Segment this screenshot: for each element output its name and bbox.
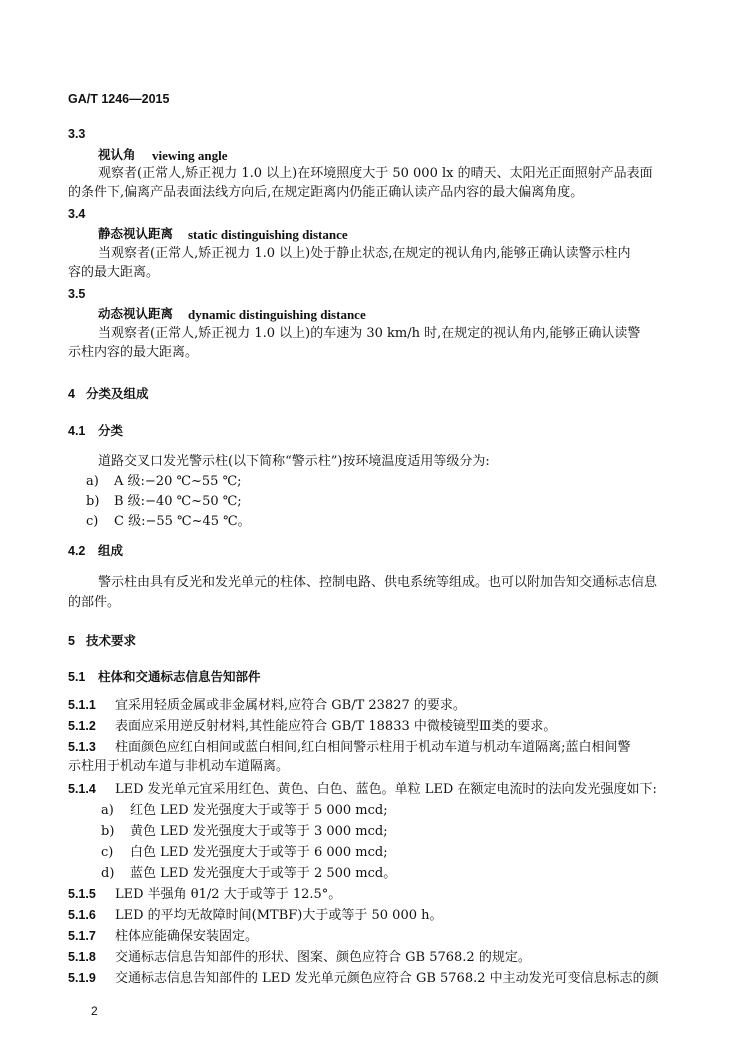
clause-text-5-1-5: LED 半强角 θ1/2 大于或等于 12.5°。 (115, 887, 342, 902)
clause-number-5-1-8: 5.1.8 (68, 950, 96, 964)
definition-3-3-line-2: 的条件下,偏离产品表面法线方向后,在规定距离内仍能正确认读产品内容的最大偏离角度。 (68, 185, 584, 200)
clause-title-4-1: 分类 (98, 423, 124, 438)
list-item: 蓝色 LED 发光强度大于或等于 2 500 mcd。 (130, 866, 397, 881)
clause-text-5-1-3-line-2: 示柱用于机动车道与非机动车道隔离。 (68, 759, 290, 774)
clause-text-5-1-9: 交通标志信息告知部件的 LED 发光单元颜色应符合 GB 5768.2 中主动发光可变信息标志的颜 (115, 971, 659, 986)
composition-line-1: 警示柱由具有反光和发光单元的柱体、控制电路、供电系统等组成。也可以附加告知交通标志信息 (98, 575, 658, 590)
clause-number-5-1-3: 5.1.3 (68, 740, 96, 754)
section-title-4: 分类及组成 (86, 386, 149, 401)
list-label: d) (101, 866, 115, 881)
clause-text-5-1-3-line-1: 柱面颜色应红白相间或蓝白相间,红白相间警示柱用于机动车道与机动车道隔离;蓝白相间警 (115, 740, 631, 755)
list-item: A 级:−20 ℃~55 ℃; (114, 474, 242, 489)
clause-number-5-1-5: 5.1.5 (68, 887, 96, 901)
clause-text-5-1-7: 柱体应能确保安装固定。 (115, 929, 259, 944)
list-label: c) (101, 845, 114, 860)
composition-line-2: 的部件。 (68, 595, 121, 610)
term-en-3-4: static distinguishing distance (188, 227, 348, 242)
term-cn-3-3: 视认角 (98, 147, 136, 162)
clause-number-5-1-1: 5.1.1 (68, 698, 96, 712)
classification-intro: 道路交叉口发光警示柱(以下简称“警示柱”)按环境温度适用等级分为: (98, 454, 490, 469)
term-cn-3-4: 静态视认距离 (98, 226, 174, 241)
clause-text-5-1-8: 交通标志信息告知部件的形状、图案、颜色应符合 GB 5768.2 的规定。 (115, 950, 531, 965)
clause-number-5-1-9: 5.1.9 (68, 971, 96, 985)
clause-text-5-1-1: 宜采用轻质金属或非金属材料,应符合 GB/T 23827 的要求。 (115, 698, 466, 713)
clause-number-4-2: 4.2 (68, 544, 86, 558)
clause-title-5-1: 柱体和交通标志信息告知部件 (98, 669, 261, 684)
clause-number-5-1-4: 5.1.4 (68, 782, 96, 796)
list-item: B 级:−40 ℃~50 ℃; (114, 494, 242, 509)
definition-3-4-line-1: 当观察者(正常人,矫正视力 1.0 以上)处于静止状态,在规定的视认角内,能够正确认读警示柱内 (98, 246, 631, 261)
term-cn-3-5: 动态视认距离 (98, 306, 174, 321)
definition-3-5-line-2: 示柱内容的最大距离。 (68, 345, 199, 360)
clause-number-5-1-2: 5.1.2 (68, 719, 96, 733)
section-number-4: 4 (68, 387, 75, 401)
standard-number: GA/T 1246—2015 (68, 92, 170, 106)
list-item: 红色 LED 发光强度大于或等于 5 000 mcd; (130, 803, 388, 818)
section-title-5: 技术要求 (86, 633, 137, 648)
clause-number-4-1: 4.1 (68, 424, 86, 438)
clause-title-4-2: 组成 (98, 543, 124, 558)
list-item: C 级:−55 ℃~45 ℃。 (114, 514, 251, 529)
definition-3-5-line-1: 当观察者(正常人,矫正视力 1.0 以上)的车速为 30 km/h 时,在规定的视认角内,能够正确认读警 (98, 326, 641, 341)
clause-text-5-1-2: 表面应采用逆反射材料,其性能应符合 GB/T 18833 中微棱镜型Ⅲ类的要求。 (115, 719, 557, 734)
clause-number-5-1: 5.1 (68, 670, 86, 684)
clause-number-3-5: 3.5 (68, 287, 86, 301)
list-label: c) (86, 514, 99, 529)
clause-text-5-1-6: LED 的平均无故障时间(MTBF)大于或等于 50 000 h。 (115, 908, 443, 923)
list-label: b) (101, 824, 115, 839)
list-label: a) (101, 803, 114, 818)
clause-number-5-1-6: 5.1.6 (68, 908, 96, 922)
list-label: a) (86, 474, 99, 489)
term-en-3-3: viewing angle (152, 148, 228, 163)
definition-3-4-line-2: 容的最大距离。 (68, 265, 160, 280)
clause-number-3-4: 3.4 (68, 207, 86, 221)
list-item: 白色 LED 发光强度大于或等于 6 000 mcd; (130, 845, 388, 860)
clause-text-5-1-4: LED 发光单元宜采用红色、黄色、白色、蓝色。单粒 LED 在额定电流时的法向发光强度如下: (115, 782, 657, 797)
list-item: 黄色 LED 发光强度大于或等于 3 000 mcd; (130, 824, 388, 839)
definition-3-3-line-1: 观察者(正常人,矫正视力 1.0 以上)在环境照度大于 50 000 lx 的晴天、太阳光正面照射产品表面 (98, 166, 653, 181)
section-number-5: 5 (68, 634, 75, 648)
list-label: b) (86, 494, 100, 509)
clause-number-5-1-7: 5.1.7 (68, 929, 96, 943)
term-en-3-5: dynamic distinguishing distance (188, 307, 366, 322)
clause-number-3-3: 3.3 (68, 127, 86, 141)
page-number: 2 (91, 1004, 98, 1018)
